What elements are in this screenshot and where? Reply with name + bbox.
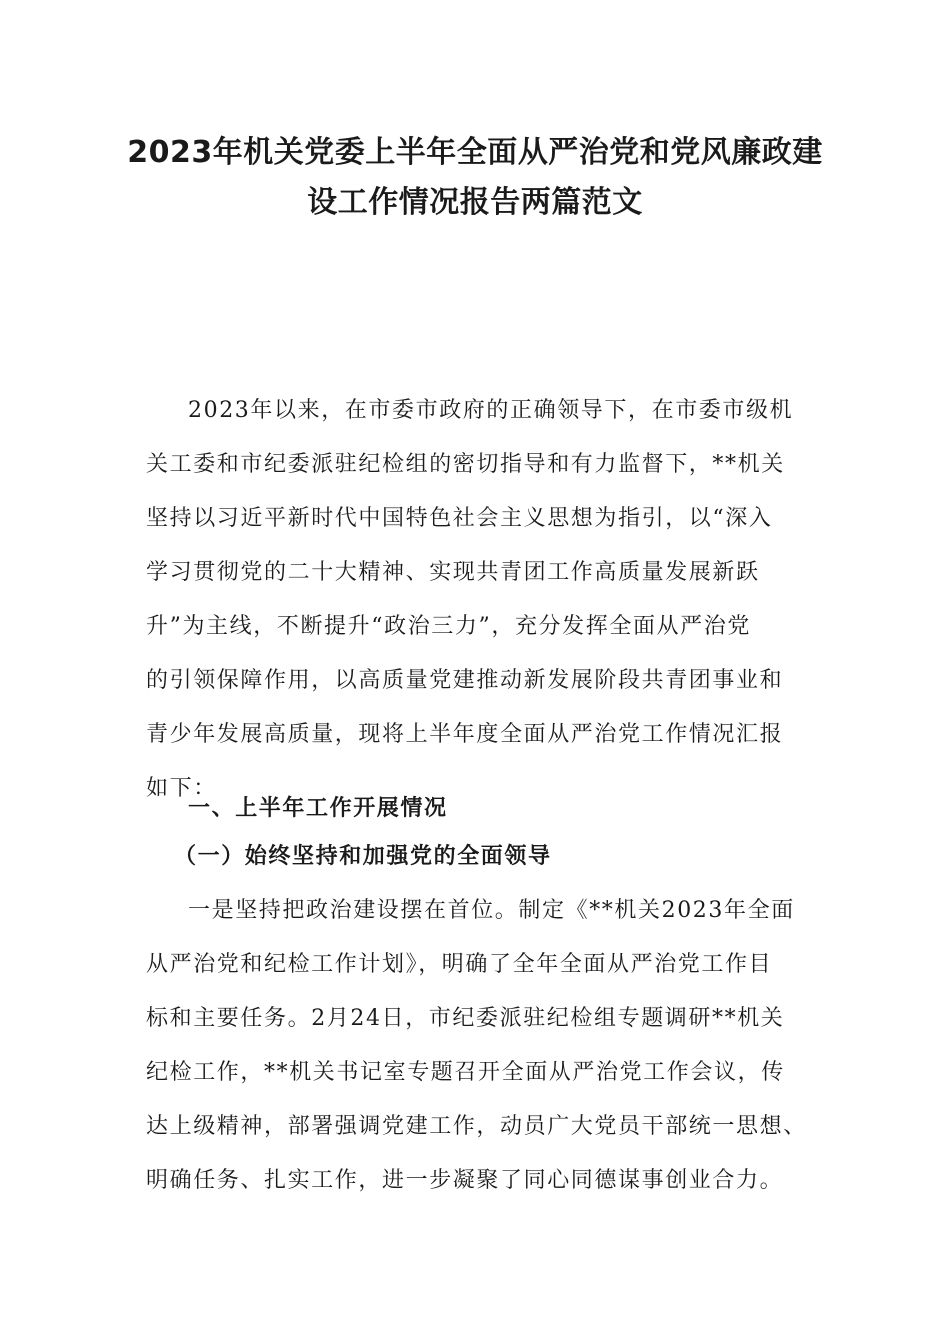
section-heading-text: 一、上半年工作开展情况 — [188, 796, 448, 821]
paragraph-line: 标和主要任务。2月24日，市纪委派驻纪检组专题调研**机关 — [146, 1006, 785, 1031]
section-heading — [146, 782, 806, 836]
title-line: 2023年机关党委上半年全面从严治党和党风廉政建 — [127, 135, 823, 170]
paragraph-line: 青少年发展高质量，现将上半年度全面从严治党工作情况汇报 — [146, 722, 784, 747]
paragraph-line: 的引领保障作用，以高质量党建推动新发展阶段共青团事业和 — [146, 668, 784, 693]
paragraph-line: 一是坚持把政治建设摆在首位。制定《**机关2023年全面 — [188, 898, 795, 923]
paragraph-line: 从严治党和纪检工作计划》，明确了全年全面从严治党工作目 — [146, 952, 773, 977]
paragraph-line: 2023年以来，在市委市政府的正确领导下，在市委市级机 — [188, 398, 794, 423]
document-title — [100, 128, 850, 228]
paragraph-line: 升”为主线，不断提升“政治三力”，充分发挥全面从严治党 — [146, 614, 751, 639]
intro-paragraph — [146, 384, 806, 816]
paragraph-line: 纪检工作，**机关书记室专题召开全面从严治党工作会议，传 — [146, 1060, 785, 1085]
paragraph-line: 学习贯彻党的二十大精神、实现共青团工作高质量发展新跃 — [146, 560, 760, 585]
subsection-heading — [146, 830, 806, 884]
paragraph-line: 坚持以习近平新时代中国特色社会主义思想为指引，以“深入 — [146, 506, 773, 531]
title-line: 设工作情况报告两篇范文 — [307, 185, 643, 220]
subsection-heading-text: （一）始终坚持和加强党的全面领导 — [174, 844, 552, 869]
paragraph-line: 如下： — [146, 776, 217, 801]
paragraph-line: 关工委和市纪委派驻纪检组的密切指导和有力监督下，**机关 — [146, 452, 785, 477]
paragraph-line: 达上级精神，部署强调党建工作，动员广大党员干部统一思想、 — [146, 1114, 807, 1139]
body-paragraph — [146, 884, 806, 1208]
paragraph-line: 明确任务、扎实工作，进一步凝聚了同心同德谋事创业合力。 — [146, 1168, 784, 1193]
